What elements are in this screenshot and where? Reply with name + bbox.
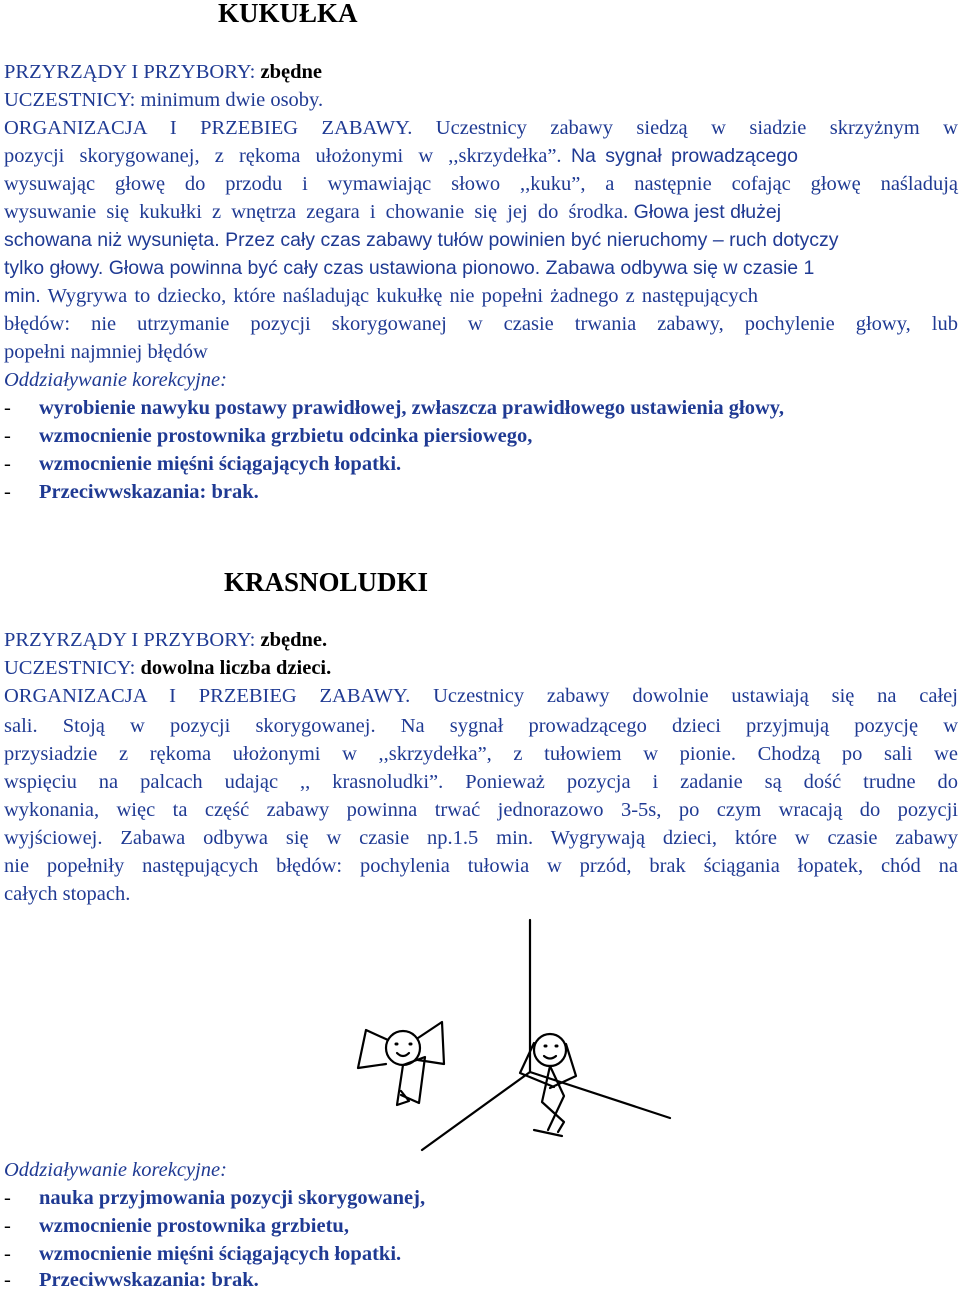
effect-item: - wzmocnienie prostownika grzbietu, xyxy=(4,1215,349,1237)
right-child-head xyxy=(534,1034,566,1066)
equipment-value: zbędne xyxy=(260,61,322,83)
organization-line-8: całych stopach. xyxy=(4,883,131,905)
effect-item: - wzmocnienie prostownika grzbietu odcinka piersiowego, xyxy=(4,425,533,447)
effect-item: - Przeciwwskazania: brak. xyxy=(4,481,259,503)
organization-line-4: wspięciu na palcach udając ,, krasnoludki”. Ponieważ pozycja i zadanie są dość trudne do xyxy=(4,771,958,793)
organization-line-5: schowana niż wysunięta. Przez cały czas zabawy tułów powinien być nieruchomy – ruch dotyczy xyxy=(4,229,839,251)
organization-line-7: nie popełniły następujących błędów: pochylenia tułowia w przód, brak ściągania łopatek, chód na xyxy=(4,855,958,877)
organization-line-3: wysuwając głowę do przodu i wymawiając słowo ,,kuku”, a następnie cofając głowę naśladują xyxy=(4,173,958,195)
section-title-krasnoludki: KRASNOLUDKI xyxy=(224,567,429,597)
effect-item: - wzmocnienie mięśni ściągających łopatki. xyxy=(4,453,402,475)
organization-line-1: ORGANIZACJA I PRZEBIEG ZABAWY. Uczestnicy zabawy dowolnie ustawiają się na całej xyxy=(4,685,958,707)
effect-item: - wyrobienie nawyku postawy prawidłowej, zwłaszcza prawidłowego ustawienia głowy, xyxy=(4,397,785,419)
organization-line-2: pozycji skorygowanej, z rękoma ułożonymi w ,,skrzydełka”. Na sygnał prowadzącego xyxy=(4,145,798,167)
organization-line-3: przysiadzie z rękoma ułożonymi w ,,skrzydełka”, z tułowiem w pionie. Chodzą po sali we xyxy=(4,743,958,765)
organization-label: ORGANIZACJA I PRZEBIEG ZABAWY. xyxy=(4,117,413,139)
organization-line-7: min. Wygrywa to dziecko, które naśladując kukułkę nie popełni żadnego z następujących xyxy=(4,285,758,307)
organization-line-6: tylko głowy. Głowa powinna być cały czas ustawiona pionowo. Zabawa odbywa się w czasie 1 xyxy=(4,257,815,279)
organization-line-8: błędów: nie utrzymanie pozycji skorygowanej w czasie trwania zabawy, pochylenie głowy, lub xyxy=(4,313,958,335)
equipment-line: PRZYRZĄDY I PRZYBORY: zbędne. xyxy=(4,629,328,651)
organization-line-1: ORGANIZACJA I PRZEBIEG ZABAWY. Uczestnicy zabawy siedzą w siadzie skrzyżnym w xyxy=(4,117,958,139)
effect-item: - Przeciwwskazania: brak. xyxy=(4,1269,259,1291)
effect-item: - nauka przyjmowania pozycji skorygowanej, xyxy=(4,1187,426,1209)
equipment-label: PRZYRZĄDY I PRZYBORY: xyxy=(4,61,261,83)
organization-line-4: wysuwanie się kukułki z wnętrza zegara i chowanie się jej do środka. Głowa jest dłużej xyxy=(4,201,782,223)
participants-line: UCZESTNICY: minimum dwie osoby. xyxy=(4,89,324,111)
effect-item: - wzmocnienie mięśni ściągających łopatki. xyxy=(4,1243,402,1265)
participants-line: UCZESTNICY: dowolna liczba dzieci. xyxy=(4,657,332,679)
section-title-kukulka: KUKUŁKA xyxy=(218,0,358,28)
organization-line-9: popełni najmniej błędów xyxy=(4,341,208,363)
floor-left-line xyxy=(422,1072,530,1150)
corrective-label: Oddziaływanie korekcyjne: xyxy=(4,369,227,391)
corrective-label: Oddziaływanie korekcyjne: xyxy=(4,1159,227,1181)
organization-line-5: wykonania, więc ta część zabawy powinna trwać jednorazowo 3-5s, po czym wracają do pozycji xyxy=(4,799,958,821)
organization-line-6: wyjściowej. Zabawa odbywa się w czasie np.1.5 min. Wygrywają dzieci, które w czasie zabawy xyxy=(4,827,958,849)
organization-line-2: sali. Stoją w pozycji skorygowanej. Na sygnał prowadzącego dzieci przyjmują pozycję w xyxy=(4,715,958,737)
